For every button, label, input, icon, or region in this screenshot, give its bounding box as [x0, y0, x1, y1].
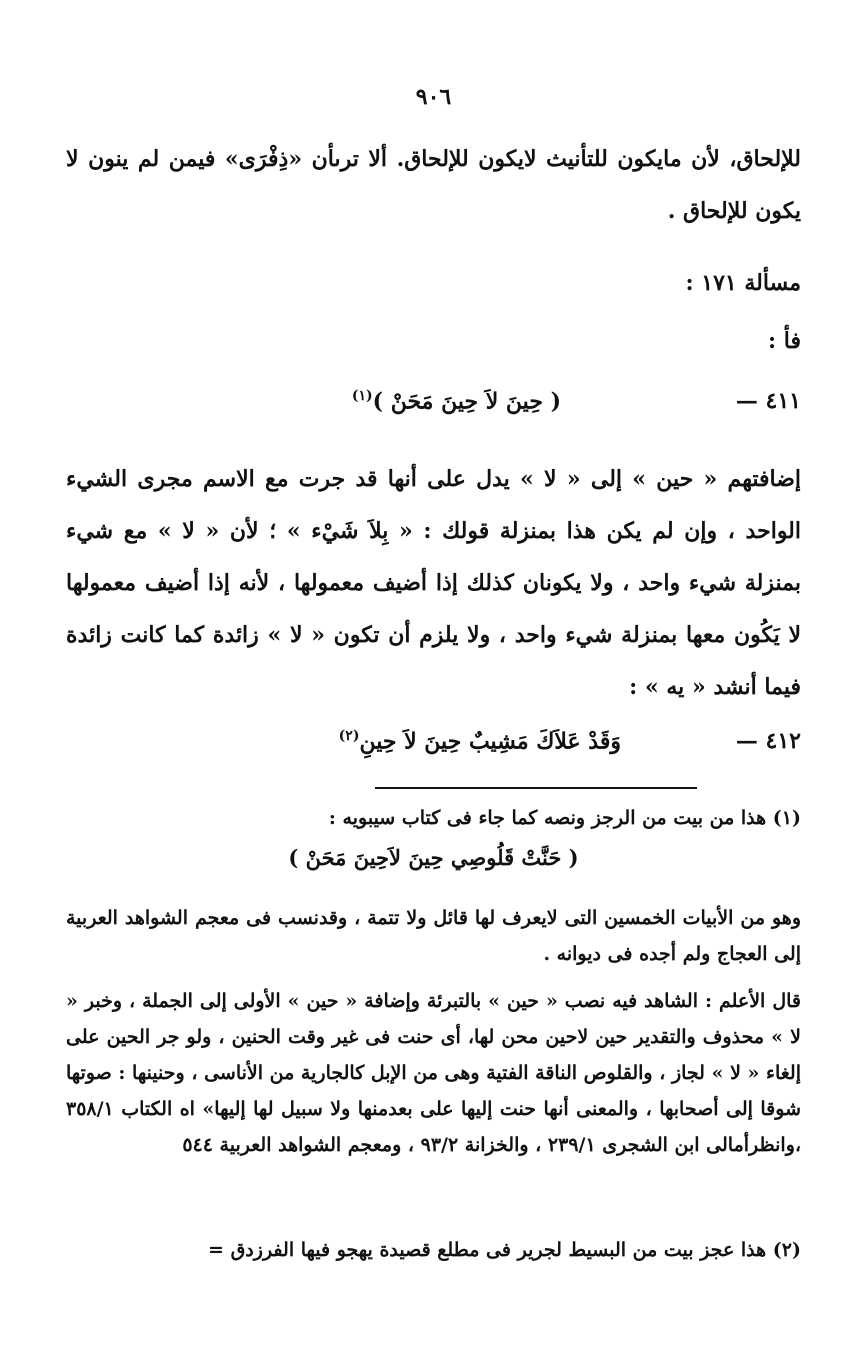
footnote-1-alam: قال الأعلم : الشاهد فيه نصب « حين » بالتبرئة وإضافة « حين » الأولى إلى الجملة ، وخبر « لا » محذوف والتقدير حين لاحين محن لها، أى حنت فى غير وقت الحنين ، ولو جر الحين على إلغاء « لا » لجاز ، والقلوص الناقة الفتية وهى من الإبل كالجارية من الأناسى ، وحنينها : صوتها شوقا إلى أصحابها ، والمعنى أنها حنت إليها على بعدمنها ولا سبيل لها إليها» اه الكتاب ٣٥٨/١ ،وانظرأمالى ابن الشجرى ٢٣٩/١ ، والخزانة ٩٣/٢ ، ومعجم الشواهد العربية ٥٤٤	[66, 990, 802, 1156]
page-number: ٩٠٦	[415, 84, 452, 110]
verse-text: ( حِينَ لاَ حِينَ مَحَنْ )$^{(١)}$	[351, 388, 561, 415]
fa-label: فأ :	[768, 328, 801, 354]
footnote-separator	[375, 787, 697, 789]
footnote-1-intro: (١) هذا من بيت من الرجز ونصه كما جاء فى كتاب سيبويه :	[328, 807, 801, 829]
intro-paragraph: للإلحاق، لأن مايكون للتأنيث لايكون للإلحاق. ألا ترىأن «ذِفْرَى» فيمن لم ينون لا يكون للإلحاق .	[66, 146, 801, 224]
footnote-1-body: وهو من الأبيات الخمسين التى لايعرف لها قائل ولا تتمة ، وقدنسب فى معجم الشواهد العربية إلى العجاج ولم أجده فى ديوانه .	[66, 907, 801, 965]
verse-number: ٤١٢ —	[735, 728, 801, 754]
verse-text: وَقَدْ عَلاَكَ مَشِيبٌ حِينَ لاَ حِينِ$^{(٢)}$	[338, 728, 621, 755]
issue-title: مسألة ١٧١ :	[685, 270, 801, 296]
footnote-ref: (٢)	[338, 728, 360, 744]
footnote-1-verse: ( حَنَّتْ قَلُوصِي حِينَ لاَحِينَ مَحَنْ )	[288, 845, 579, 870]
footnote-ref: (١)	[351, 388, 373, 404]
footnote-2: (٢) هذا عجز بيت من البسيط لجرير فى مطلع قصيدة يهجو فيها الفرزدق =	[208, 1239, 801, 1261]
explanation-paragraph: إضافتهم « حين » إلى « لا » يدل على أنها قد جرت مع الاسم مجرى الشيء الواحد ، وإن لم يكن هذا بمنزلة قولك : « بِلاَ شَيْء » ؛ لأن « لا » مع شيء بمنزلة شيء واحد ، ولا يكونان كذلك إذا أضيف معمولها ، لأنه إذا أضيف معمولها لا يَكُون معها بمنزلة شيء واحد ، ولا يلزم أن تكون « لا » زائدة كما كانت زائدة فيما أنشد « يه » :	[66, 466, 801, 700]
verse-number: ٤١١ —	[735, 388, 801, 414]
